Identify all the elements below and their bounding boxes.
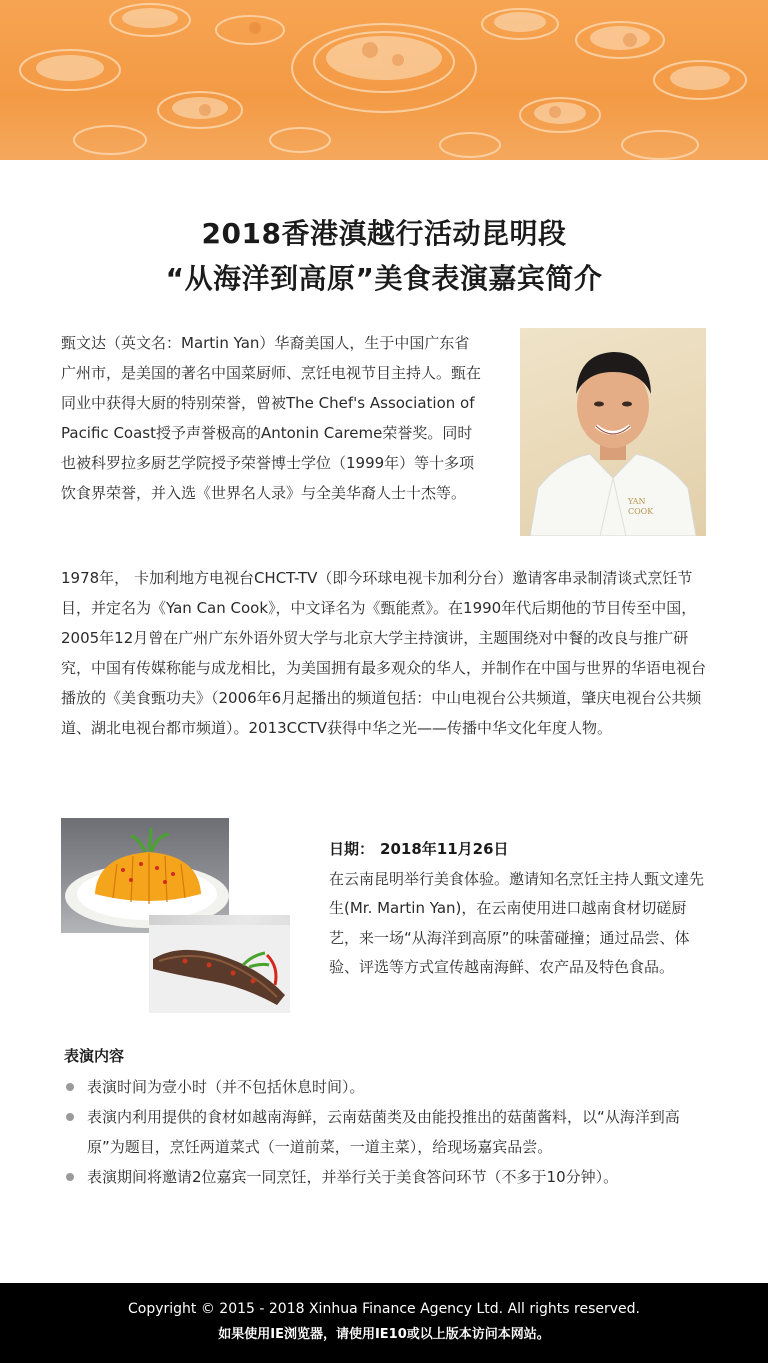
fish-dish-illustration — [149, 915, 290, 1013]
list-item — [64, 1102, 714, 1162]
performance-item-text: 表演内利用提供的食材如越南海鲜，云南菇菌类及由能投推出的菇菌酱料，以“从海洋到高原”为题目，烹饪两道菜式（一道前菜，一道主菜），给现场嘉宾品尝。 — [87, 1108, 680, 1156]
bullet-dot-icon — [66, 1083, 74, 1091]
event-info — [329, 835, 714, 983]
title-line-2: “从海洋到高原”美食表演嘉宾简介 — [165, 262, 603, 295]
footer-copyright: Copyright © 2015 - 2018 Xinhua Finance Agency Ltd. All rights reserved. — [128, 1301, 640, 1317]
bullet-dot-icon — [66, 1173, 74, 1181]
chef-portrait-photo — [520, 328, 706, 536]
banner-table-illustration — [0, 0, 768, 160]
footer — [0, 1283, 768, 1363]
event-description: 在云南昆明举行美食体验。邀请知名烹饪主持人甄文達先生(Mr. Martin Yan)，在云南使用进口越南食材切磋厨艺，来一场“从海洋到高原”的味蕾碰撞；通过品尝、体验、评选等方式宣传越南海鲜、农产品及特色食品。 — [329, 869, 705, 976]
performance-list — [64, 1072, 714, 1192]
jacket-logo-text-1: YAN — [628, 497, 646, 506]
list-item — [64, 1162, 714, 1192]
chef-portrait-illustration — [520, 328, 706, 536]
footer-browser-notice: 如果使用IE浏览器，请使用IE10或以上版本访问本网站。 — [218, 1327, 550, 1342]
performance-item-text: 表演时间为壹小时（并不包括休息时间）。 — [87, 1078, 365, 1096]
performance-item-text: 表演期间将邀请2位嘉宾一同烹饪，并举行关于美食答问环节（不多于10分钟）。 — [87, 1168, 619, 1186]
performance-heading: 表演内容 — [64, 1047, 125, 1065]
jacket-logo-text-2: COOK — [628, 507, 654, 516]
food-photo-fish-dish — [149, 915, 290, 1013]
event-date-label: 日期： — [329, 840, 375, 858]
event-date-value: 2018年11月26日 — [380, 840, 509, 858]
page-title — [0, 211, 768, 301]
intro-paragraph-1: 甄文达（英文名：Martin Yan）华裔美国人，生于中国广东省广州市，是美国的著名中国菜厨师、烹饪电视节目主持人。甄在同业中获得大厨的特别荣誉，曾被The Chef's Association of Pacific Coast授予声誉极高的Antonin Careme荣誉奖。同时也被科罗拉多厨艺学院授予荣誉博士学位（1999年）等十多项饮食界荣誉，并入选《世界名人录》与全美华裔人士十杰等。 — [61, 334, 482, 502]
event-date-row — [329, 835, 714, 865]
list-item — [64, 1072, 714, 1102]
bullet-dot-icon — [66, 1113, 74, 1121]
intro-paragraph-2: 1978年， 卡加利地方电视台CHCT-TV（即今环球电视卡加利分台）邀请客串录制清谈式烹饪节目，并定名为《Yan Can Cook》，中文译名为《甄能煮》。在1990年代后期他的节目传至中国，2005年12月曾在广州广东外语外贸大学与北京大学主持演讲，主题围绕对中餐的改良与推广研究，中国有传媒称能与成龙相比，为美国拥有最多观众的华人，并制作在中国与世界的华语电视台播放的《美食甄功夫》（2006年6月起播出的频道包括：中山电视台公共频道，肇庆电视台公共频道、湖北电视台都市频道）。2013CCTV获得中华之光——传播中华文化年度人物。 — [61, 569, 707, 737]
banner-image — [0, 0, 768, 160]
title-line-1: 2018香港滇越行活动昆明段 — [201, 217, 567, 250]
